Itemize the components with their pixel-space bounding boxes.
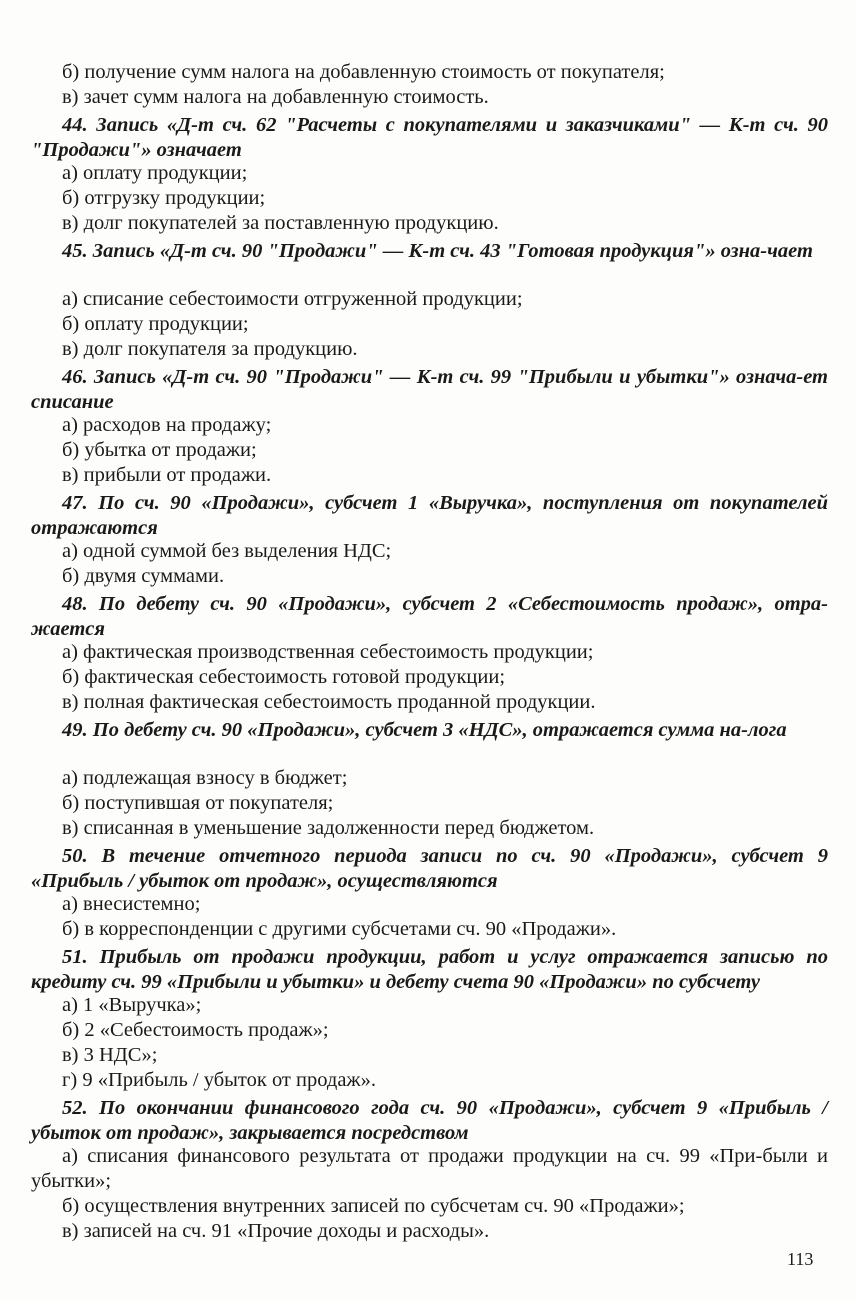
question-49: 49. По дебету сч. 90 «Продажи», субсчет 3 «НДС», отражается сумма на-лога <box>62 719 787 741</box>
answer-50a: а) внесистемно; <box>62 893 201 915</box>
answer-43b: б) получение сумм налога на добавленную стоимость от покупателя; <box>62 61 665 83</box>
answer-52a: а) списания финансового результата от продажи продукции на сч. 99 «При-были и убытки»; <box>31 1145 828 1192</box>
answer-51d: г) 9 «Прибыль / убыток от продаж». <box>62 1069 376 1091</box>
question-45: 45. Запись «Д-т сч. 90 "Продажи" — К-т сч. 43 "Готовая продукция"» озна-чает <box>62 240 813 262</box>
question-52: 52. По окончании финансового года сч. 90 «Продажи», субсчет 9 «Прибыль / убыток от продаж», закрывается посредством <box>31 1097 828 1144</box>
answer-47b: б) двумя суммами. <box>62 565 225 587</box>
page-number: 113 <box>787 1249 814 1269</box>
answer-51a: а) 1 «Выручка»; <box>62 994 202 1016</box>
answer-48b: б) фактическая себестоимость готовой продукции; <box>62 666 506 688</box>
question-44: 44. Запись «Д-т сч. 62 "Расчеты с покупателями и заказчиками" — К-т сч. 90 "Продажи"» означает <box>31 114 828 161</box>
answer-46b: б) убытка от продажи; <box>62 439 257 461</box>
answer-43c: в) зачет сумм налога на добавленную стоимость. <box>62 86 489 108</box>
question-50: 50. В течение отчетного периода записи по сч. 90 «Продажи», субсчет 9 «Прибыль / убыток от продаж», осуществляются <box>31 845 828 892</box>
answer-51c: в) 3 НДС»; <box>62 1044 158 1066</box>
answer-52b: б) осуществления внутренних записей по субсчетам сч. 90 «Продажи»; <box>62 1195 685 1217</box>
answer-45b: б) оплату продукции; <box>62 313 249 335</box>
answer-48a: а) фактическая производственная себестоимость продукции; <box>62 641 594 663</box>
answer-44c: в) долг покупателей за поставленную продукцию. <box>62 212 499 234</box>
question-47: 47. По сч. 90 «Продажи», субсчет 1 «Выручка», поступления от покупателей отражаются <box>31 492 828 539</box>
answer-49a: а) подлежащая взносу в бюджет; <box>62 767 348 789</box>
answer-46c: в) прибыли от продажи. <box>62 464 272 486</box>
question-46: 46. Запись «Д-т сч. 90 "Продажи" — К-т сч. 99 "Прибыли и убытки"» означа-ет списание <box>31 366 828 413</box>
question-51: 51. Прибыль от продажи продукции, работ и услуг отражается записью по кредиту сч. 99 «Прибыли и убытки» и дебету счета 90 «Продажи» по субсчету <box>31 946 828 993</box>
answer-51b: б) 2 «Себестоимость продаж»; <box>62 1019 329 1041</box>
answer-44a: а) оплату продукции; <box>62 162 248 184</box>
answer-52c: в) записей на сч. 91 «Прочие доходы и расходы». <box>62 1220 490 1242</box>
answer-46a: а) расходов на продажу; <box>62 414 272 436</box>
answer-45c: в) долг покупателя за продукцию. <box>62 338 358 360</box>
answer-47a: а) одной суммой без выделения НДС; <box>62 540 392 562</box>
answer-50b: б) в корреспонденции с другими субсчетами сч. 90 «Продажи». <box>62 918 617 940</box>
answer-44b: б) отгрузку продукции; <box>62 187 266 209</box>
question-48: 48. По дебету сч. 90 «Продажи», субсчет 2 «Себестоимость продаж», отра-жается <box>31 593 828 640</box>
answer-45a: а) списание себестоимости отгруженной продукции; <box>62 288 523 310</box>
answer-49b: б) поступившая от покупателя; <box>62 792 334 814</box>
answer-49c: в) списанная в уменьшение задолженности перед бюджетом. <box>62 817 595 839</box>
answer-48c: в) полная фактическая себестоимость проданной продукции. <box>62 691 596 713</box>
